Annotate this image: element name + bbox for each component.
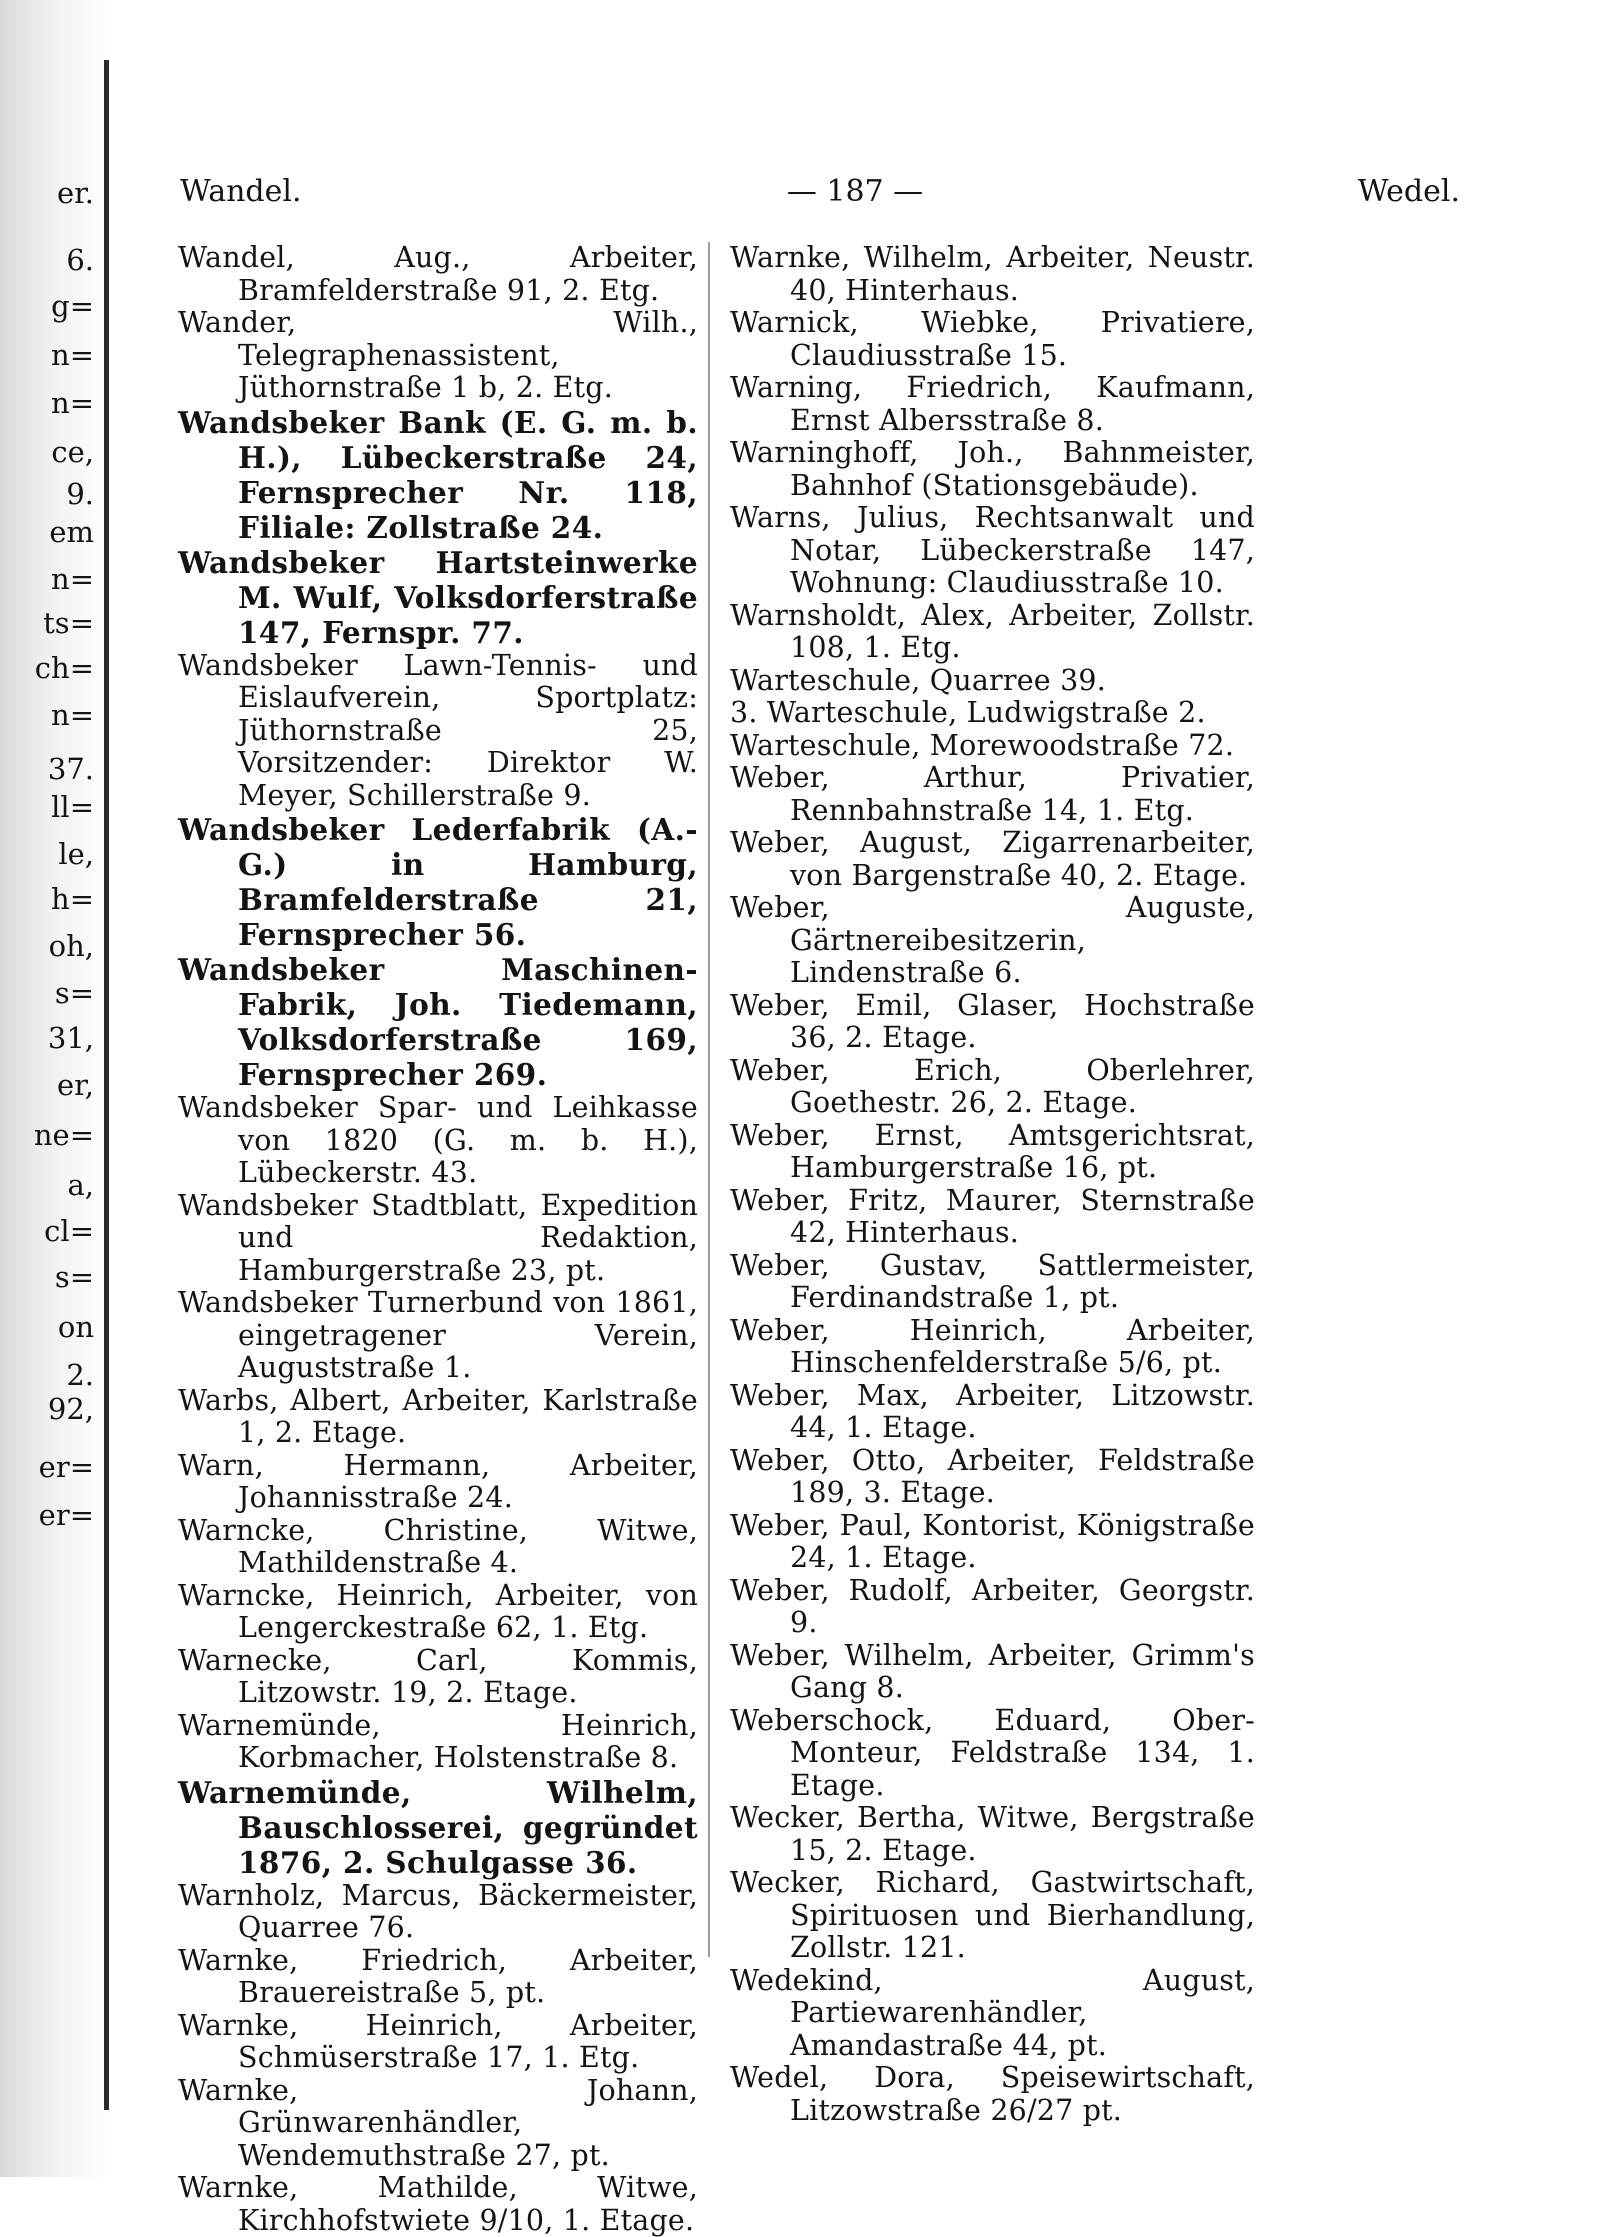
previous-page-fragment: n= bbox=[51, 698, 94, 732]
directory-entry: Wandsbeker Hartsteinwerke M. Wulf, Volksdorferstraße 147, Fernspr. 77. bbox=[178, 544, 698, 650]
previous-page-fragment: 2. bbox=[66, 1358, 94, 1392]
previous-page-fragment: ll= bbox=[51, 790, 94, 824]
previous-page-fragment: a, bbox=[67, 1168, 94, 1202]
directory-entry: Weber, Fritz, Maurer, Sternstraße 42, Hinterhaus. bbox=[730, 1183, 1255, 1249]
left-column bbox=[178, 242, 698, 2237]
previous-page-fragment: s= bbox=[54, 1260, 94, 1294]
previous-page-fragment: le, bbox=[58, 837, 94, 871]
directory-entry: Weber, Heinrich, Arbeiter, Hinschenfelderstraße 5/6, pt. bbox=[730, 1313, 1255, 1379]
directory-entry: Wandsbeker Bank (E. G. m. b. H.), Lübeckerstraße 24, Fernsprecher Nr. 118, Filiale: Zollstraße 24. bbox=[178, 404, 698, 545]
directory-entry: 3. Warteschule, Ludwigstraße 2. bbox=[730, 696, 1206, 729]
directory-entry: Warnke, Friedrich, Arbeiter, Brauereistraße 5, pt. bbox=[178, 1943, 698, 2009]
column-divider bbox=[708, 242, 710, 1957]
directory-entry: Wandsbeker Turnerbund von 1861, eingetragener Verein, Auguststraße 1. bbox=[178, 1286, 698, 1384]
directory-page bbox=[150, 150, 1560, 2237]
directory-entry: Weber, Erich, Oberlehrer, Goethestr. 26, 2. Etage. bbox=[730, 1053, 1255, 1119]
previous-page-fragment: ce, bbox=[51, 435, 94, 469]
directory-entry: Weber, August, Zigarrenarbeiter, von Bargenstraße 40, 2. Etage. bbox=[730, 826, 1255, 892]
directory-entry: Weber, Gustav, Sattlermeister, Ferdinandstraße 1, pt. bbox=[730, 1248, 1255, 1314]
directory-entry: Wandsbeker Spar- und Leihkasse von 1820 (G. m. b. H.), Lübeckerstr. 43. bbox=[178, 1091, 698, 1189]
directory-entry: Wandsbeker Lawn-Tennis- und Eislaufverein, Sportplatz: Jüthornstraße 25, Vorsitzender: Direktor W. Meyer, Schillerstraße 9. bbox=[178, 648, 698, 812]
spine-line bbox=[104, 60, 109, 2110]
directory-entry: Wandsbeker Stadtblatt, Expedition und Redaktion, Hamburgerstraße 23, pt. bbox=[178, 1188, 698, 1287]
directory-entry: Weber, Max, Arbeiter, Litzowstr. 44, 1. Etage. bbox=[730, 1378, 1255, 1444]
directory-entry: Warninghoff, Joh., Bahnmeister, Bahnhof (Stationsgebäude). bbox=[730, 436, 1255, 502]
previous-page-edge bbox=[0, 0, 100, 2177]
directory-entry: Warning, Friedrich, Kaufmann, Ernst Albersstraße 8. bbox=[730, 371, 1255, 437]
directory-entry: Wandsbeker Maschinen-Fabrik, Joh. Tiedemann, Volksdorferstraße 169, Fernsprecher 269. bbox=[178, 952, 698, 1092]
previous-page-fragment: cl= bbox=[44, 1214, 94, 1248]
directory-entry: Warncke, Christine, Witwe, Mathildenstraße 4. bbox=[178, 1513, 698, 1579]
directory-entry: Warnke, Johann, Grünwarenhändler, Wendemuthstraße 27, pt. bbox=[178, 2073, 698, 2172]
directory-entry: Warn, Hermann, Arbeiter, Johannisstraße 24. bbox=[178, 1448, 698, 1514]
directory-entry: Wedel, Dora, Speisewirtschaft, Litzowstraße 26/27 pt. bbox=[730, 2061, 1255, 2127]
previous-page-fragment: ts= bbox=[43, 606, 94, 640]
directory-entry: Warnecke, Carl, Kommis, Litzowstr. 19, 2. Etage. bbox=[178, 1643, 698, 1709]
running-header bbox=[150, 174, 1560, 214]
previous-page-fragment: oh, bbox=[48, 929, 94, 963]
previous-page-fragment: ch= bbox=[34, 651, 94, 685]
directory-entry: Wecker, Richard, Gastwirtschaft, Spirituosen und Bierhandlung, Zollstr. 121. bbox=[730, 1866, 1255, 1964]
directory-entry: Warnick, Wiebke, Privatiere, Claudiusstraße 15. bbox=[730, 306, 1255, 372]
directory-entry: Warteschule, Morewoodstraße 72. bbox=[730, 728, 1235, 762]
previous-page-fragment: 31, bbox=[47, 1021, 94, 1055]
directory-entry: Warteschule, Quarree 39. bbox=[730, 663, 1107, 697]
previous-page-fragment: n= bbox=[51, 562, 94, 596]
directory-entry: Warnke, Mathilde, Witwe, Kirchhofstwiete 9/10, 1. Etage. bbox=[178, 2171, 698, 2237]
directory-entry: Wandsbeker Lederfabrik (A.-G.) in Hamburg, Bramfelderstraße 21, Fernsprecher 56. bbox=[178, 812, 698, 952]
previous-page-fragment: g= bbox=[51, 289, 94, 323]
directory-entry: Weberschock, Eduard, Ober-Monteur, Feldstraße 134, 1. Etage. bbox=[730, 1703, 1255, 1802]
header-left-word: Wandel. bbox=[180, 174, 302, 209]
previous-page-fragment: n= bbox=[51, 386, 94, 420]
directory-entry: Warns, Julius, Rechtsanwalt und Notar, Lübeckerstraße 147, Wohnung: Claudiusstraße 10. bbox=[730, 501, 1255, 599]
previous-page-fragment: er= bbox=[38, 1498, 94, 1532]
directory-entry: Warnsholdt, Alex, Arbeiter, Zollstr. 108, 1. Etg. bbox=[730, 598, 1255, 664]
header-right-word: Wedel. bbox=[1357, 174, 1460, 209]
previous-page-fragment: 6. bbox=[66, 243, 94, 277]
previous-page-fragment: on bbox=[57, 1310, 94, 1344]
directory-entry: Wander, Wilh., Telegraphenassistent, Jüthornstraße 1 b, 2. Etg. bbox=[178, 306, 698, 404]
previous-page-fragment: er, bbox=[56, 1068, 94, 1102]
directory-entry: Warnke, Wilhelm, Arbeiter, Neustr. 40, Hinterhaus. bbox=[730, 241, 1255, 307]
directory-entry: Weber, Arthur, Privatier, Rennbahnstraße 14, 1. Etg. bbox=[730, 761, 1255, 827]
directory-entry: Weber, Emil, Glaser, Hochstraße 36, 2. Etage. bbox=[730, 988, 1255, 1054]
directory-entry: Warnemünde, Heinrich, Korbmacher, Holstenstraße 8. bbox=[178, 1708, 698, 1774]
directory-entry: Wedekind, August, Partiewarenhändler, Amandastraße 44, pt. bbox=[730, 1963, 1255, 2062]
previous-page-fragment: 92, bbox=[47, 1392, 94, 1426]
directory-entry: Wandel, Aug., Arbeiter, Bramfelderstraße 91, 2. Etg. bbox=[178, 241, 698, 307]
directory-entry: Warnemünde, Wilhelm, Bauschlosserei, gegründet 1876, 2. Schulgasse 36. bbox=[178, 1774, 698, 1880]
previous-page-fragment: n= bbox=[51, 338, 94, 372]
previous-page-fragment: ne= bbox=[33, 1118, 94, 1152]
previous-page-fragment: er. bbox=[56, 176, 94, 210]
directory-entry: Warnke, Heinrich, Arbeiter, Schmüserstraße 17, 1. Etg. bbox=[178, 2008, 698, 2074]
previous-page-fragment: em bbox=[49, 515, 94, 549]
previous-page-fragment: 9. bbox=[66, 477, 94, 511]
previous-page-fragment: s= bbox=[54, 976, 94, 1010]
right-column bbox=[730, 242, 1255, 2127]
directory-entry: Warnholz, Marcus, Bäckermeister, Quarree 76. bbox=[178, 1878, 698, 1944]
directory-entry: Weber, Rudolf, Arbeiter, Georgstr. 9. bbox=[730, 1573, 1255, 1639]
previous-page-fragment: er= bbox=[38, 1450, 94, 1484]
directory-entry: Weber, Ernst, Amtsgerichtsrat, Hamburgerstraße 16, pt. bbox=[730, 1118, 1255, 1184]
directory-entry: Weber, Auguste, Gärtnereibesitzerin, Lindenstraße 6. bbox=[730, 891, 1255, 989]
directory-entry: Wecker, Bertha, Witwe, Bergstraße 15, 2. Etage. bbox=[730, 1801, 1255, 1867]
directory-entry: Weber, Otto, Arbeiter, Feldstraße 189, 3. Etage. bbox=[730, 1443, 1255, 1509]
directory-entry: Weber, Paul, Kontorist, Königstraße 24, 1. Etage. bbox=[730, 1508, 1255, 1574]
previous-page-fragment: h= bbox=[51, 882, 94, 916]
previous-page-fragment: 37. bbox=[47, 752, 94, 786]
page-number: — 187 — bbox=[786, 174, 924, 209]
directory-entry: Warncke, Heinrich, Arbeiter, von Lengerckestraße 62, 1. Etg. bbox=[178, 1578, 698, 1644]
directory-entry: Warbs, Albert, Arbeiter, Karlstraße 1, 2. Etage. bbox=[178, 1383, 698, 1449]
directory-entry: Weber, Wilhelm, Arbeiter, Grimm's Gang 8. bbox=[730, 1638, 1255, 1704]
